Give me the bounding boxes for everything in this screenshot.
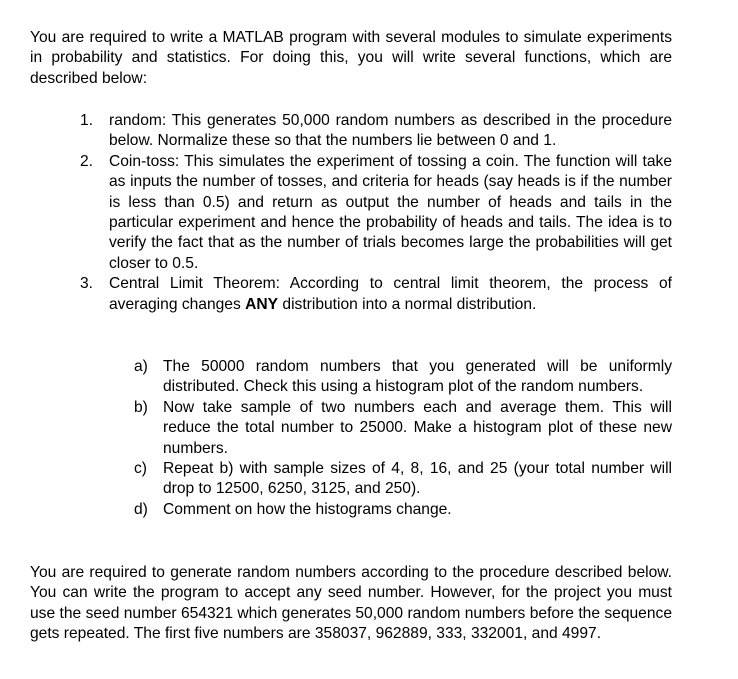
- emphasis-any: ANY: [245, 295, 279, 313]
- list-item-text: random: This generates 50,000 random numbers as described in the procedure below. Normalize these so that the numbers lie between 0 and 1.: [109, 112, 672, 150]
- clt-step-b: [134, 398, 672, 459]
- step-label: b): [134, 398, 148, 416]
- list-number: 1.: [80, 112, 94, 129]
- clt-step-d: [134, 500, 672, 520]
- list-item-central-limit-theorem: [80, 274, 672, 315]
- clt-step-c: [134, 459, 672, 500]
- step-label: d): [134, 500, 148, 518]
- list-item-text-before: Central Limit Theorem: According to central limit theorem, the process of averaging changes: [109, 275, 672, 313]
- function-list: [80, 111, 672, 315]
- seed-section: [30, 563, 672, 645]
- list-number: 2.: [80, 152, 94, 170]
- clt-steps-list: [134, 357, 672, 520]
- list-item-text-after: distribution into a normal distribution.: [278, 295, 537, 313]
- clt-step-a: [134, 357, 672, 398]
- step-text: Repeat b) with sample sizes of 4, 8, 16, and 25 (your total number will drop to 12500, 6250, 3125, and 250).: [163, 460, 672, 498]
- step-text: Now take sample of two numbers each and average them. This will reduce the total number to 25000. Make a histogram plot of these new numbers.: [163, 398, 672, 457]
- list-item-text: Coin-toss: This simulates the experiment of tossing a coin. The function will take as inputs the number of tosses, and criteria for heads (say heads is if the number is less than 0.5) and return as output the number of heads and tails in the particular experiment and hence the probability of heads and tails. The idea is to verify the fact that as the number of trials becomes large the probabilities will get closer to 0.5.: [109, 152, 672, 272]
- intro-paragraph: You are required to write a MATLAB program with several modules to simulate experiments in probability and statistics. For doing this, you will write several functions, which are described below:: [30, 29, 672, 87]
- list-item-random: [80, 111, 672, 152]
- step-text: Comment on how the histograms change.: [163, 500, 452, 518]
- list-item-coin-toss: [80, 152, 672, 274]
- step-label: a): [134, 358, 148, 375]
- seed-paragraph: You are required to generate random numbers according to the procedure described below. You can write the program to accept any seed number. However, for the project you must use the seed number 654321 which generates 50,000 random numbers before the sequence gets repeated. The first five numbers are 358037, 962889, 333, 332001, and 4997.: [30, 564, 672, 643]
- step-text: The 50000 random numbers that you generated will be uniformly distributed. Check this using a histogram plot of the random numbers.: [163, 358, 672, 396]
- document-page: [30, 28, 672, 89]
- list-number: 3.: [80, 275, 94, 293]
- step-label: c): [134, 460, 147, 478]
